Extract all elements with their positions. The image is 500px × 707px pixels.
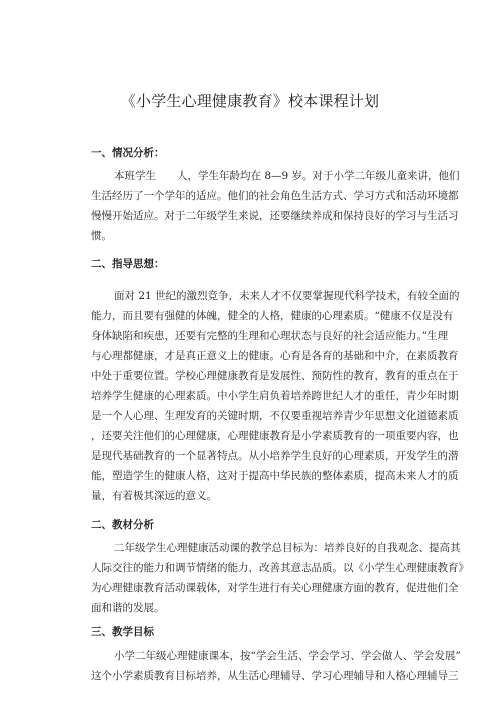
paragraph-line: 能力，而且要有强健的体魄，健全的人格，健康的心理素质。“健康不仅是没有 [91, 310, 454, 322]
paragraph-line: 中处于重要位置。学校心理健康教育是发展性、预防性的教育，教育的重点在于 [91, 370, 459, 382]
paragraph-line: 是现代基础教育的一个显著特点。从小培养学生良好的心理素质，开发学生的潜 [91, 450, 459, 462]
paragraph-line: 面对 21 世纪的激烈竞争，未来人才不仅要掌握现代科学技术，有较全面的 [114, 290, 460, 302]
paragraph-line: 人际交往的能力和调节情绪的能力，改善其意志品质。以《小学生心理健康教育》 [91, 562, 469, 574]
paragraph-line: 面和谐的发展。 [91, 602, 165, 614]
paragraph-line: 慢慢开始适应。对于二年级学生来说，还要继续养成和保持良好的学习与生活习 [91, 210, 459, 222]
section-heading-material-analysis: 二、教材分析 [91, 519, 154, 531]
paragraph-line: 这个小学素质教育目标培养，从生活心理辅导、学习心理辅导和人格心理辅导三 [91, 670, 459, 682]
section-heading-situation: 一、情况分析： [91, 147, 165, 159]
paragraph-line: ，还要关注他们的心理健康，心理健康教育是小学素质教育的一项重要内容，也 [91, 430, 459, 442]
paragraph-line: 能，塑造学生的健康人格，这对于提高中华民族的整体素质，提高未来人才的质 [91, 470, 459, 482]
paragraph-line: 生活经历了一个学年的适应。他们的社会角色生活方式、学习方式和活动环境都 [91, 190, 459, 202]
paragraph-line: 小学二年级心理健康课本，按“学会生活、学会学习、学会做人、学会发展” [114, 650, 461, 662]
paragraph-line: 为心理健康教育活动课载体，对学生进行有关心理健康方面的教育，促进他们全 [91, 582, 459, 594]
paragraph-line: 二年级学生心理健康活动课的教学总目标为：培养良好的自我观念、提高其 [114, 542, 461, 554]
paragraph-line: 是一个人心理、生理发育的关键时期，不仅要重视培养青少年思想文化道德素质 [91, 410, 459, 422]
paragraph-line: 身体缺陷和疾患，还要有完整的生理和心理状态与良好的社会适应能力。”生理 [91, 330, 449, 342]
section-heading-guiding-thought: 二、指导思想： [91, 258, 165, 270]
section-heading-teaching-goals: 三、教学目标 [91, 626, 154, 638]
paragraph-line: 量，有着极其深远的意义。 [91, 490, 217, 502]
paragraph-line: 与心理都健康，才是真正意义上的健康。心育是各育的基础和中介，在素质教育 [91, 350, 459, 362]
paragraph-line: 本班学生 人，学生年龄均在 8—9 岁。对于小学二年级儿童来讲，他们 [114, 170, 460, 182]
paragraph-line: 惯。 [91, 230, 112, 242]
document-title: 《小学生心理健康教育》校本课程计划 [120, 92, 380, 110]
paragraph-line: 培养学生健康的心理素质。中小学生肩负着培养跨世纪人才的重任，青少年时期 [91, 390, 459, 402]
